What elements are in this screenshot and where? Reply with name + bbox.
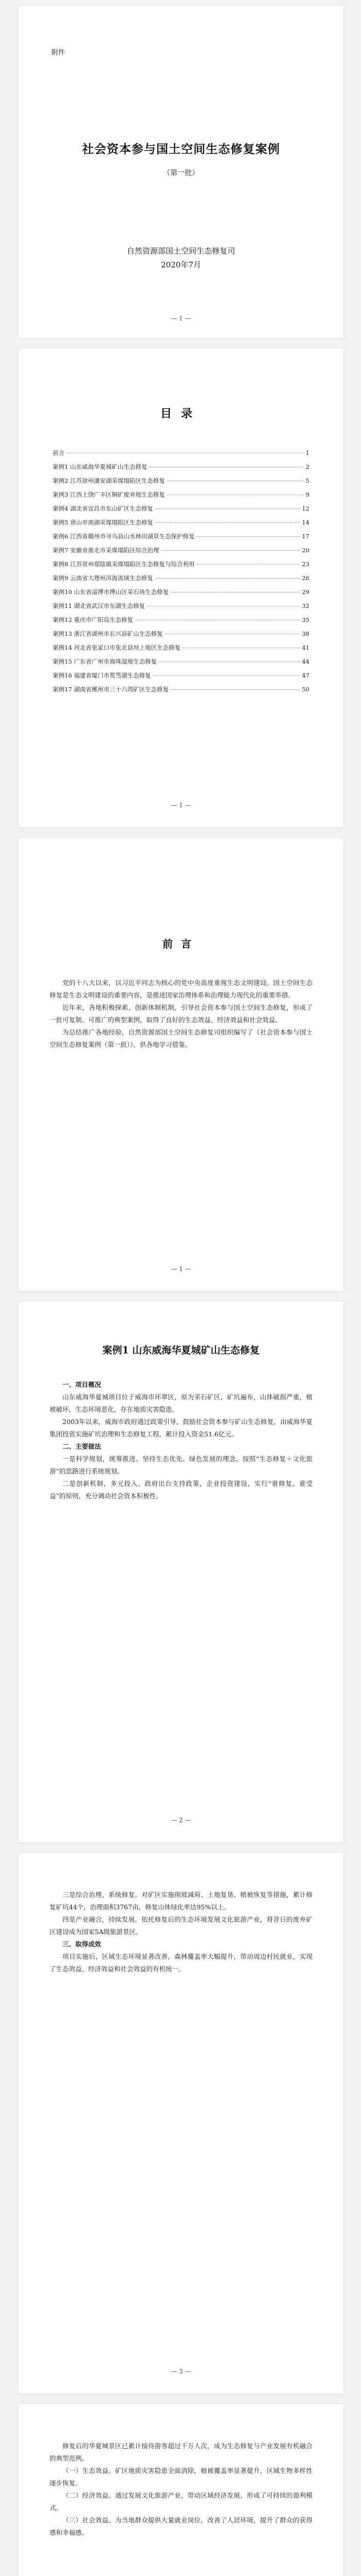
case-paragraph: （三）社会效益。为当地群众提供大量就业岗位，改善了人居环境，提升了群众的获得感和幸福感。 bbox=[50, 2516, 313, 2536]
toc-entry[interactable] bbox=[53, 490, 309, 504]
toc-entry-label: 案例4 湖北省宜昌市东山矿区生态修复 bbox=[53, 505, 153, 512]
preface-title: 前言 bbox=[162, 938, 200, 950]
toc-entry-label: 前言 bbox=[53, 449, 64, 456]
toc-entry-page: 20 bbox=[302, 547, 309, 554]
toc-entry-label: 案例3 江西上饶广丰区铜矿废弃地生态修复 bbox=[53, 491, 165, 498]
toc-leader-dots bbox=[196, 564, 300, 565]
case1-continued-body bbox=[50, 1889, 313, 1975]
toc-entry-label: 案例5 唐山市南湖采煤塌陷区生态修复 bbox=[53, 519, 153, 526]
toc-entry-page: 17 bbox=[302, 533, 309, 540]
toc-entry-page: 2 bbox=[305, 463, 309, 470]
toc-entry-page: 35 bbox=[302, 616, 309, 623]
case-paragraph: （二）经济效益。通过发展文化旅游产业，带动区域经济发展，形成了可持续的盈利模式。 bbox=[50, 2492, 313, 2512]
batch-label: （第一批） bbox=[163, 169, 199, 177]
cover-page bbox=[18, 5, 344, 338]
page-number: — 1 — bbox=[171, 1265, 191, 1273]
preface-page bbox=[18, 837, 344, 1292]
toc-leader-dots bbox=[161, 550, 300, 551]
case-paragraph: 一是科学规划，统筹推进。坚持生态优先、绿色发展的理念，按照“生态修复＋文化旅游”的思路进行系统规划。 bbox=[50, 1455, 313, 1475]
toc-entry-page: 41 bbox=[302, 644, 309, 651]
preface-paragraph: 党的十八大以来，以习近平同志为核心的党中央高度重视生态文明建设。国土空间生态修复是生态文明建设的重要内容，是推进国家治理体系和治理能力现代化的重要举措。 bbox=[50, 979, 313, 999]
toc-entry-page: 29 bbox=[302, 588, 309, 596]
toc-entry-page: 5 bbox=[305, 477, 309, 484]
page-number: — 1 — bbox=[171, 315, 191, 322]
toc-entry-label: 案例9 云南省大理州洱海流域生态修复 bbox=[53, 574, 153, 582]
toc-entry[interactable] bbox=[53, 518, 309, 532]
toc-entry[interactable] bbox=[53, 602, 309, 616]
toc-entry-label: 案例10 山东省淄博市博山区采石场生态修复 bbox=[53, 588, 169, 596]
toc-leader-dots bbox=[171, 689, 300, 690]
toc-entry[interactable] bbox=[53, 616, 309, 630]
toc-entry-page: 1 bbox=[305, 449, 309, 456]
toc-entry-page: 9 bbox=[305, 491, 309, 498]
page-number: — 1 — bbox=[171, 802, 191, 809]
toc-entry-label: 案例11 湖北省武汉市东湖生态修复 bbox=[53, 602, 145, 609]
toc-entry-page: 26 bbox=[302, 574, 309, 582]
toc-entry-label: 案例17 湖南省郴州市三十六湾矿区生态修复 bbox=[53, 686, 169, 693]
toc-page bbox=[18, 348, 344, 828]
issuing-organization: 自然资源部国土空间生态修复司 bbox=[126, 246, 235, 256]
section-heading: 三、取得成效 bbox=[62, 1940, 102, 1948]
case-paragraph: 二是创新机制，多元投入。政府出台支持政策，企业投资建设，实行“谁修复、谁受益”的原则，充分调动社会资本积极性。 bbox=[50, 1480, 313, 1500]
toc-entry-label: 案例2 江苏徐州潘安湖采煤塌陷区生态修复 bbox=[53, 477, 165, 484]
toc-entry[interactable] bbox=[53, 574, 309, 588]
toc-entry-page: 14 bbox=[302, 519, 309, 526]
toc-entry[interactable] bbox=[53, 463, 309, 477]
toc-entry[interactable] bbox=[53, 630, 309, 643]
case-paragraph: 2003年以来，威海市政府通过政策引导，鼓励社会资本参与矿山生态修复，由威海华夏集团投资实施矿坑治理和生态修复工程，累计投入资金51.6亿元。 bbox=[50, 1418, 313, 1438]
toc-entry-page: 12 bbox=[302, 505, 309, 512]
toc-entry-page: 47 bbox=[302, 672, 309, 679]
toc-entry-page: 23 bbox=[302, 561, 309, 568]
toc-leader-dots bbox=[155, 578, 300, 579]
case1-page bbox=[18, 1301, 344, 1843]
toc-entry[interactable] bbox=[53, 643, 309, 657]
page-number: — 2 — bbox=[171, 1817, 191, 1824]
section-heading: 一、项目概况 bbox=[62, 1381, 102, 1388]
toc-entry[interactable] bbox=[53, 671, 309, 685]
case1-continued-page bbox=[18, 1852, 344, 2394]
toc-entry[interactable] bbox=[53, 477, 309, 490]
toc-leader-dots bbox=[155, 522, 300, 523]
toc-entry[interactable] bbox=[53, 588, 309, 602]
preface-body bbox=[50, 977, 313, 1051]
toc-entry-page: 32 bbox=[302, 602, 309, 609]
case1-effects-page bbox=[18, 2403, 344, 2576]
attachment-label: 附件 bbox=[52, 49, 65, 57]
toc-entry[interactable] bbox=[53, 532, 309, 546]
case-paragraph: 山东威海华夏城项目位于威海市环翠区，原为采石矿区，矿坑遍布，山体破损严重，植被破坏，生态环境恶化，存在地质灾害隐患。 bbox=[50, 1393, 313, 1413]
toc-entry-label: 案例7 安徽省淮北市采煤塌陷区综合治理 bbox=[53, 547, 159, 554]
case1-body bbox=[50, 1379, 313, 1502]
section-heading: 二、主要做法 bbox=[62, 1443, 102, 1450]
toc-leader-dots bbox=[196, 536, 300, 537]
toc-entry-page: 38 bbox=[302, 630, 309, 637]
preface-paragraph: 近年来，各地积极探索，创新体制机制，引导社会资本参与国土空间生态修复，形成了一批可复制、可推广的典型案例，取得了良好的生态效益、经济效益和社会效益。 bbox=[50, 1004, 313, 1024]
toc-entry-page: 50 bbox=[302, 686, 309, 693]
toc-list bbox=[53, 449, 309, 699]
case-paragraph: 项目实施后，区域生态环境显著改善，森林覆盖率大幅提升，带动周边村民就业，实现了生态效益、经济效益和社会效益的有机统一。 bbox=[50, 1953, 313, 1973]
toc-entry[interactable] bbox=[53, 560, 309, 574]
toc-leader-dots bbox=[153, 675, 300, 676]
case-paragraph: 三是综合治理，系统修复。对矿区实施削坡减荷、土地复垦、植被恢复等措施，累计修复矿坑44个，治理面积3767亩，修复山体绿化率达95%以上。 bbox=[50, 1891, 313, 1911]
case-paragraph: 修复后的华夏城景区已累计接待游客超过千万人次，成为生态修复与产业发展有机融合的典型范例。 bbox=[50, 2442, 313, 2462]
toc-entry-label: 案例13 浙江省湖州市长兴县矿山生态修复 bbox=[53, 630, 163, 637]
toc-entry[interactable] bbox=[53, 657, 309, 671]
toc-entry[interactable] bbox=[53, 504, 309, 518]
toc-entry[interactable] bbox=[53, 546, 309, 560]
toc-entry-label: 案例12 重庆市广阳岛生态修复 bbox=[53, 616, 134, 623]
toc-entry-label: 案例14 河北省张家口市张北县坝上地区生态修复 bbox=[53, 644, 181, 651]
page-number: — 3 — bbox=[171, 2368, 191, 2375]
case-paragraph: （一）生态效益。矿区地质灾害隐患全面消除，植被覆盖率显著提升，区域生物多样性逐步恢复。 bbox=[50, 2467, 313, 2487]
toc-entry-label: 案例6 江西省赣州市寻乌县山水林田湖草生态保护修复 bbox=[53, 533, 195, 540]
case-title: 案例1 山东威海华夏城矿山生态修复 bbox=[102, 1345, 260, 1356]
toc-entry-label: 案例1 山东威海华夏城矿山生态修复 bbox=[53, 463, 147, 470]
toc-entry-label: 案例16 福建省厦门市筼筜湖生态修复 bbox=[53, 672, 151, 679]
preface-paragraph: 为总结推广各地经验，自然资源部国土空间生态修复司组织编写了《社会资本参与国土空间生态修复案例（第一批）》，供各地学习借鉴。 bbox=[50, 1028, 313, 1048]
toc-entry[interactable] bbox=[53, 449, 309, 463]
toc-title: 目录 bbox=[160, 407, 202, 420]
issue-date: 2020年7月 bbox=[161, 260, 201, 269]
toc-entry[interactable] bbox=[53, 685, 309, 699]
toc-entry-label: 案例15 广东省广州市海珠湿地生态修复 bbox=[53, 658, 157, 665]
case-paragraph: 四是产业融合，持续发展。依托修复后的生态环境发展文化旅游产业，将昔日的废弃矿区建设成为国家5A级旅游景区。 bbox=[50, 1916, 313, 1936]
toc-entry-page: 44 bbox=[302, 658, 309, 665]
document-title: 社会资本参与国土空间生态修复案例 bbox=[82, 142, 280, 156]
case1-effects-body bbox=[50, 2440, 313, 2539]
toc-entry-label: 案例8 江苏常州郑陆镇采煤塌陷区生态修复与综合利用 bbox=[53, 561, 195, 568]
